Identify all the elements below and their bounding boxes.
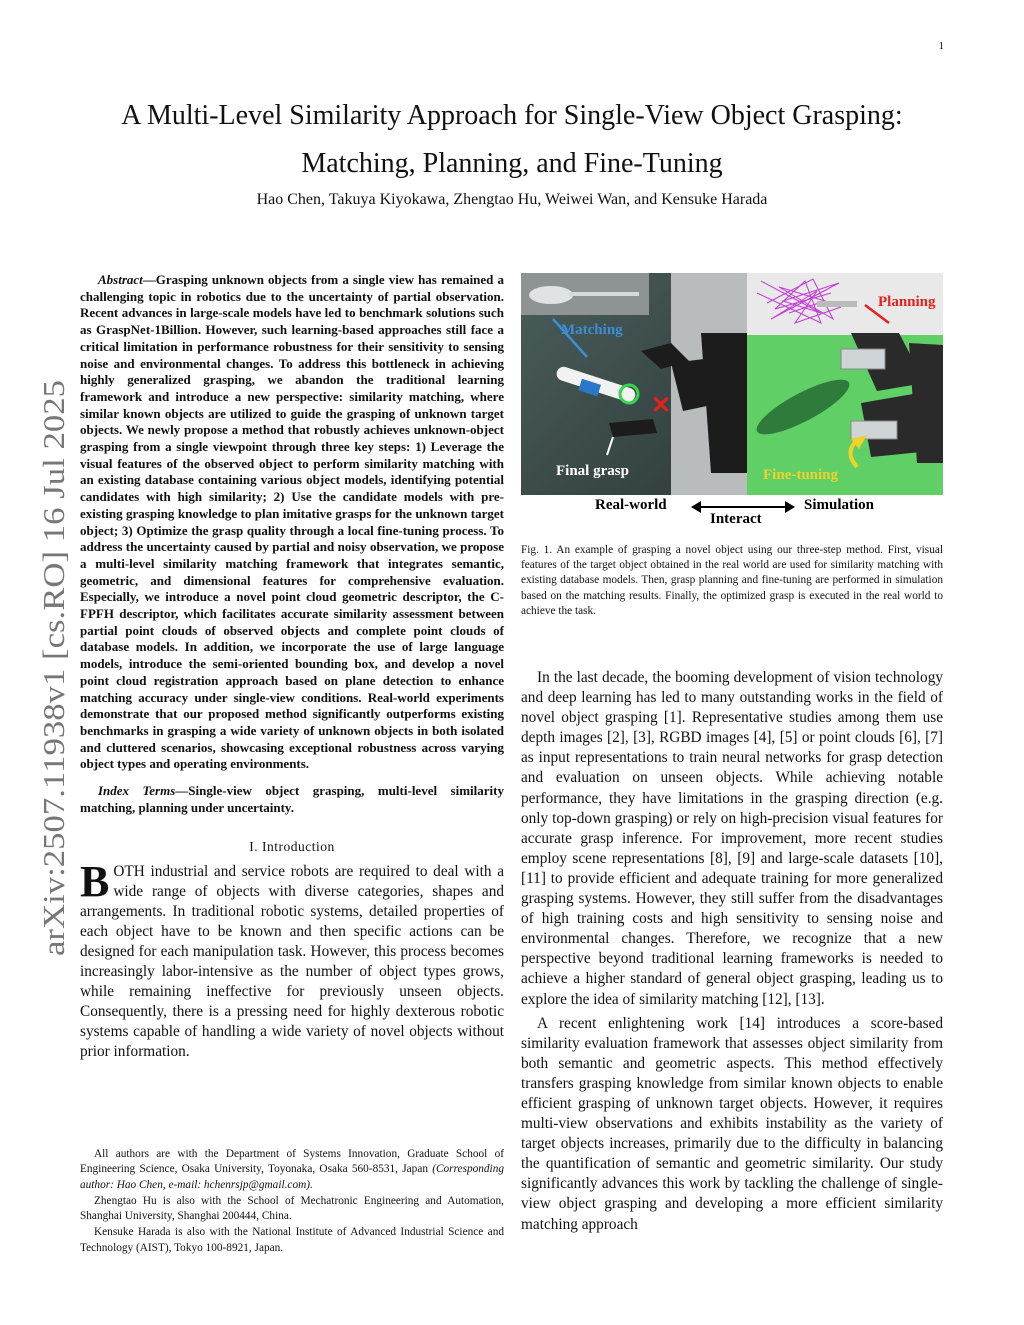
intro-paragraph-2: In the last decade, the booming development of vision technology and deep learning has led to many outstanding works in the field of novel object grasping [1]. Representative studies among them use depth images [2], [3], RGBD images [4], [5] or point clouds [6], [7] as input representations to train neural networks for grasp detection and evaluation on unseen objects. While achieving notable performance, they have limitations in the grasping direction (e.g. only top-down grasping) or rely on high-precision visual features for accurate grasp inference. For improvement, more recent studies employ scene representations [8], [9] and large-scale datasets [10], [11] to provide efficient and adequate training for more generalized grasping systems. However, they still suffer from the disadvantages of high training costs and high sensitivity to sensing noise and environmental changes. Therefore, we recognize that a new perspective beyond traditional learning frameworks is needed to achieve a higher standard of general object grasping, leading us to explore the idea of similarity matching [12], [13]. <box>521 669 943 1008</box>
footnote-2: Zhengtao Hu is also with the School of Mechatronic Engineering and Automation, Shanghai University, Shanghai 200444, China. <box>80 1194 504 1223</box>
abstract-text: —Grasping unknown objects from a single view has remained a challenging topic in robotics due to the uncertainty of partial observation. Recent advances in large-scale models have led to benchmark solutions such as GraspNet-1Billion. However, such learning-based approaches still face a critical limitation in performance robustness for their sensitivity to sensing noise and environmental changes. To address this bottleneck in achieving highly generalized grasping, we abandon the traditional learning framework and introduce a new perspective: similarity matching, where similar known objects are utilized to guide the grasping of unknown target objects. We newly propose a method that robustly achieves unknown-object grasping from a single viewpoint through three key steps: 1) Leverage the visual features of the observed object to perform similarity matching with an existing database containing various object models, identifying potential candidates with high similarity; 2) Use the candidate models with pre-existing grasping knowledge to plan imitative grasps for the unknown target object; 3) Optimize the grasp quality through a local fine-tuning process. To address the uncertainty caused by partial and noisy observation, we propose a multi-level similarity matching framework that integrates semantic, geometric, and dimensional features for comprehensive evaluation. Especially, we introduce a novel point cloud geometric descriptor, the C-FPFH descriptor, which facilitates accurate similarity assessment between partial point clouds of observed objects and complete point clouds of database models. In addition, we incorporate the use of large language models, introduce the semi-oriented bounding box, and develop a novel point cloud registration approach based on plane detection to enhance matching accuracy under single-view conditions. Real-world experiments demonstrate that our proposed method significantly outperforms existing benchmarks in grasping a wide variety of unknown objects in both isolated and cluttered scenarios, showcasing exceptional robustness across varying object types and operating environments. <box>80 272 504 772</box>
intro-paragraph-3: A recent enlightening work [14] introduces a score-based similarity evaluation framework that assesses object similarity from both semantic and geometric aspects. This method effectively transfers grasping knowledge from similar known objects to enable efficient grasping of unknown target objects. However, it requires multi-view observations and exhibits instability as the variety of target objects increases, primarily due to the difficulty in balancing the quantification of semantic and geometric similarity. Our study significantly advances this work by tackling the challenge of single-view object grasping and developing a more efficient similarity matching approach <box>521 1014 943 1233</box>
figure-image <box>521 273 943 495</box>
figure-caption: Fig. 1. An example of grasping a novel object using our three-step method. First, visual features of the target object obtained in the real world are used for similarity matching with existing database models. Then, grasp planning and fine-tuning are performed in simulation based on the matching results. Finally, the optimized grasp is executed in the real world to achieve the task. <box>521 544 943 617</box>
label-final-grasp: Final grasp <box>556 463 629 479</box>
intro-paragraph-1-text: OTH industrial and service robots are required to deal with a wide range of objects with diverse categories, shapes and arrangements. In traditional robotic systems, detailed properties of each object have to be known and then specific actions can be designed for each manipulation task. However, this process becomes increasingly labor-intensive as the number of object types grows, while remaining ineffective for previously unseen objects. Consequently, there is a pressing need for highly dexterous robotic systems capable of handling a wide variety of novel objects without prior information. <box>80 862 504 1061</box>
authors: Hao Chen, Takuya Kiyokawa, Zhengtao Hu, Weiwei Wan, and Kensuke Harada <box>256 191 768 208</box>
svg-text:✕: ✕ <box>651 392 672 419</box>
footnote-1 <box>80 1147 504 1193</box>
footnote-3: Kensuke Harada is also with the National Institute of Advanced Industrial Science and Technology (AIST), Tokyo 100-8921, Japan. <box>80 1226 504 1254</box>
label-planning: Planning <box>878 294 936 310</box>
index-terms <box>80 783 504 816</box>
abstract-label: Abstract <box>98 272 143 287</box>
arxiv-stamp-text: arXiv:2507.11938v1 [cs.RO] 16 Jul 2025 <box>36 442 71 956</box>
figure-1 <box>521 273 943 528</box>
page-number: 1 <box>938 40 944 52</box>
footnotes <box>80 1147 504 1257</box>
abstract <box>80 272 504 773</box>
index-terms-text: —Single-view object grasping, multi-level similarity matching, planning under uncertainty. <box>80 783 504 815</box>
title-line-1: A Multi-Level Similarity Approach for Single-View Object Grasping: <box>121 100 903 131</box>
footnote-1-corresponding: (Corresponding author: Hao Chen, e-mail: hchenrsjp@gmail.com). <box>80 1163 504 1191</box>
intro-paragraph-1 <box>80 856 504 1063</box>
label-interact: Interact <box>710 511 762 527</box>
index-terms-label: Index Terms <box>98 783 176 799</box>
footnote-1-text: All authors are with the Department of Systems Innovation, Graduate School of Engineering Science, Osaka University, Toyonaka, Osaka 560-8531, Japan <box>80 1148 504 1176</box>
interact-arrow <box>691 500 795 514</box>
right-column <box>521 668 943 1239</box>
paper-title <box>70 92 954 188</box>
left-column <box>80 272 504 1062</box>
label-simulation: Simulation <box>804 497 875 513</box>
label-matching: Matching <box>561 322 623 338</box>
drop-cap: B <box>80 856 110 906</box>
title-line-2: Matching, Planning, and Fine-Tuning <box>301 148 723 179</box>
label-fine-tuning: Fine-tuning <box>763 467 839 483</box>
arxiv-stamp <box>8 378 84 960</box>
section-heading-introduction: I. Introduction <box>249 838 335 854</box>
label-real-world: Real-world <box>595 497 667 513</box>
